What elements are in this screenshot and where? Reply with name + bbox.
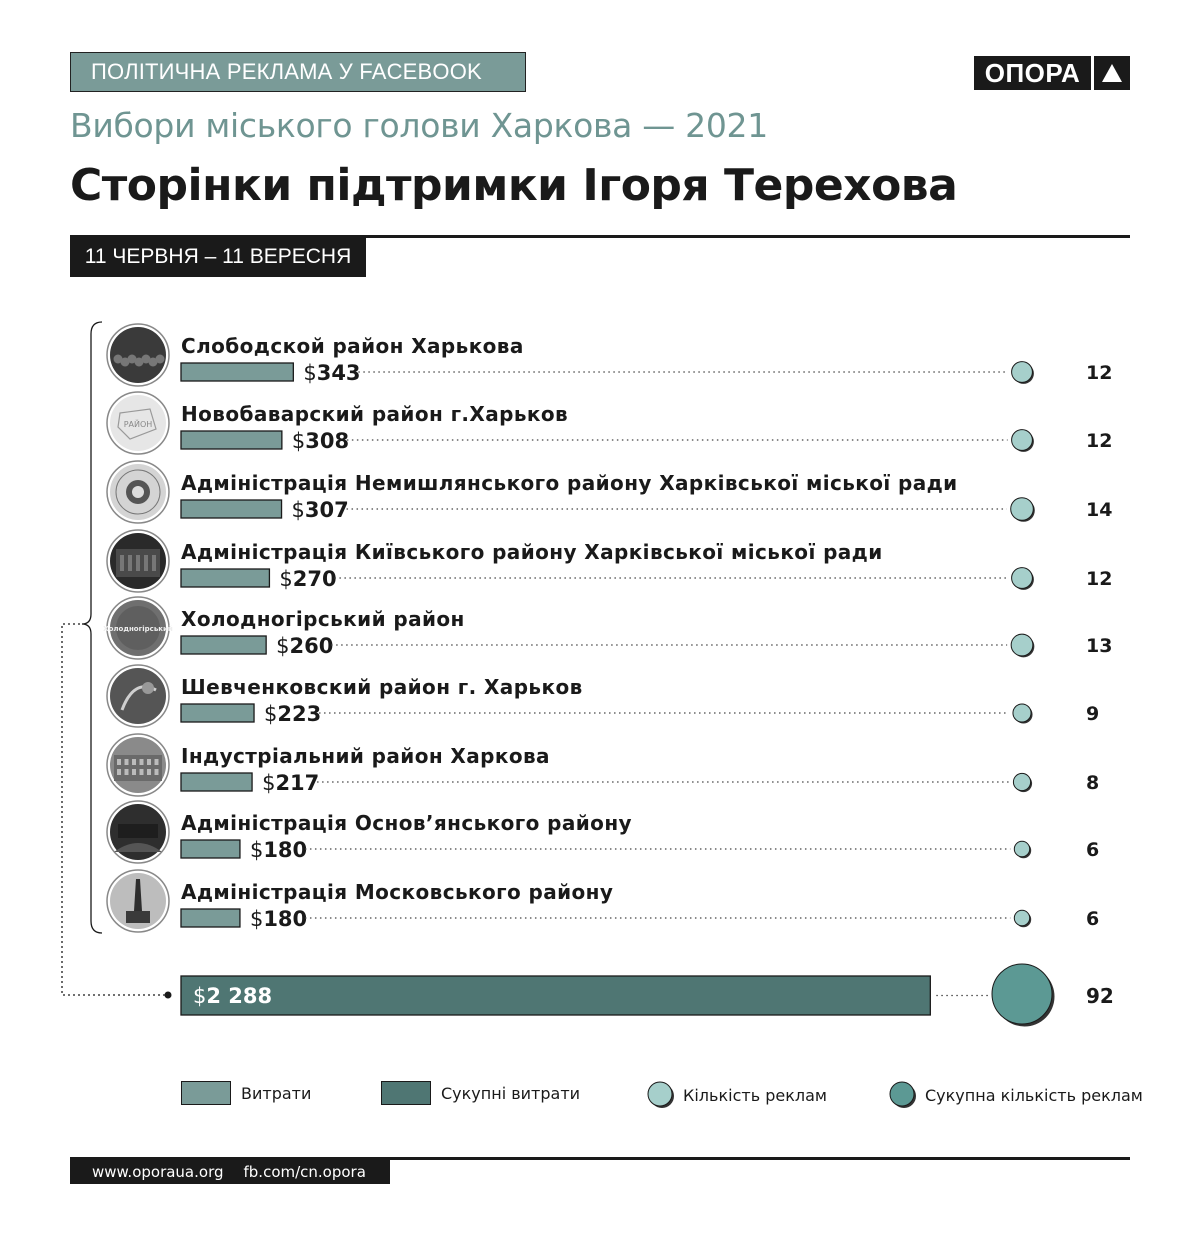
avatar-window <box>140 769 144 775</box>
spend-value-label: $260 <box>276 634 334 658</box>
legend-ads-label: Кількість реклам <box>683 1085 827 1105</box>
ads-bubble <box>1012 568 1033 589</box>
ads-bubble <box>1013 704 1031 722</box>
page-avatar-6 <box>107 665 169 727</box>
ads-count-label: 6 <box>1086 839 1100 861</box>
legend-total-spend-swatch <box>381 1081 431 1105</box>
legend-ads-bubble-icon <box>645 1079 677 1111</box>
row-label: Індустріальний район Харкова <box>181 744 550 768</box>
avatar-column <box>136 555 140 571</box>
ads-count-label: 6 <box>1086 908 1100 930</box>
legend-total-ads-label: Сукупна кількість реклам <box>925 1085 1143 1105</box>
avatar-window <box>132 769 136 775</box>
chart-row-5 <box>103 597 1112 659</box>
total-connector-dot <box>165 992 172 999</box>
ads-bubble <box>1013 773 1030 790</box>
legend-total-spend-label: Сукупні витрати <box>441 1083 581 1103</box>
spend-value-label: $343 <box>303 361 361 385</box>
spend-value-label: $180 <box>249 838 308 862</box>
legend-total-ads <box>887 1079 1143 1111</box>
chart-row-1 <box>107 324 1112 386</box>
ads-bubble <box>1012 362 1033 383</box>
ads-count-label: 8 <box>1086 772 1100 794</box>
footer <box>70 1160 390 1184</box>
avatar-label: Холодногірський <box>103 625 173 633</box>
spend-bar <box>181 840 240 858</box>
page-avatar-1 <box>107 324 169 386</box>
triangle-icon <box>1094 56 1130 90</box>
avatar-window <box>117 769 121 775</box>
avatar-seal-center <box>132 486 144 498</box>
page-avatar-4 <box>107 530 169 592</box>
spend-value-label: $180 <box>249 907 308 931</box>
spend-bar <box>181 431 282 449</box>
spend-bar <box>181 569 269 587</box>
avatar-figure <box>156 355 165 364</box>
chart-row-6 <box>107 665 1099 727</box>
footer-fb-link[interactable]: fb.com/cn.opora <box>243 1163 366 1181</box>
avatar-column <box>144 555 148 571</box>
opora-logo <box>974 56 1130 90</box>
avatar-label: РАЙОН <box>123 420 153 429</box>
avatar-window <box>125 769 129 775</box>
ads-count-label: 13 <box>1086 635 1113 657</box>
spend-value-label: $270 <box>279 567 337 591</box>
total-ads-label: 92 <box>1086 984 1114 1008</box>
ads-bubble <box>1012 430 1033 451</box>
avatar-fill <box>110 668 166 724</box>
spend-bar <box>181 363 293 381</box>
avatar-window <box>132 759 136 765</box>
page-avatar-7 <box>107 734 169 796</box>
total-ads-bubble <box>992 964 1052 1024</box>
row-label: Холодногірський район <box>181 607 465 631</box>
avatar-emblem-dot <box>142 682 154 694</box>
total-spend-label: $2 288 <box>193 984 273 1008</box>
avatar-window <box>140 759 144 765</box>
avatar-window <box>125 759 129 765</box>
row-label: Адміністрація Московського району <box>181 880 614 904</box>
chart-row-4 <box>107 530 1112 592</box>
avatar-window <box>155 769 159 775</box>
row-label: Шевченковский район г. Харьков <box>181 675 583 699</box>
avatar-pedestal <box>126 911 150 923</box>
spend-bar <box>181 636 266 654</box>
page-avatar-5 <box>103 597 173 659</box>
page-avatar-2 <box>107 392 169 454</box>
row-label: Адміністрація Київського району Харківської міської ради <box>181 540 883 564</box>
legend-total-spend <box>381 1081 580 1105</box>
avatar-window <box>147 769 151 775</box>
ads-count-label: 12 <box>1086 362 1113 384</box>
ads-bubble <box>1014 841 1029 856</box>
spend-value-label: $307 <box>291 498 349 522</box>
legend-spend-label: Витрати <box>241 1083 312 1103</box>
subtitle: Вибори міського голови Харкова — 2021 <box>70 106 768 145</box>
group-bracket <box>82 322 102 933</box>
ads-count-label: 14 <box>1086 499 1113 521</box>
spend-bar <box>181 704 254 722</box>
row-label: Слободской район Харькова <box>181 334 524 358</box>
legend-spend-swatch <box>181 1081 231 1105</box>
avatar-column <box>152 555 156 571</box>
footer-site-link[interactable]: www.oporaua.org <box>92 1163 224 1181</box>
legend-total-ads-bubble-icon <box>887 1079 919 1111</box>
row-label: Новобаварский район г.Харьков <box>181 402 569 426</box>
avatar-column <box>120 555 124 571</box>
page-title: Сторінки підтримки Ігоря Терехова <box>70 160 958 211</box>
chart-row-3 <box>107 461 1112 523</box>
section-tag: ПОЛІТИЧНА РЕКЛАМА У FACEBOOK <box>70 52 526 92</box>
ads-bubble <box>1011 634 1033 656</box>
ads-bubble <box>1011 498 1034 521</box>
total-row <box>181 964 1114 1027</box>
legend-ads <box>645 1079 827 1111</box>
spend-chart <box>0 300 1200 1040</box>
row-label: Адміністрація Основ’янського району <box>181 811 632 835</box>
avatar-window <box>147 759 151 765</box>
chart-row-2 <box>107 392 1112 454</box>
chart-row-7 <box>107 734 1099 796</box>
spend-bar <box>181 909 240 927</box>
chart-row-8 <box>107 801 1099 863</box>
ads-bubble <box>1014 910 1029 925</box>
logo-text: ОПОРА <box>984 58 1081 88</box>
chart-row-9 <box>107 870 1099 932</box>
row-label: Адміністрація Немишлянського району Харківської міської ради <box>181 471 958 495</box>
spend-bar <box>181 773 252 791</box>
page-avatar-8 <box>107 801 169 863</box>
avatar-banner <box>118 824 158 838</box>
spend-bar <box>181 500 282 518</box>
avatar-column <box>128 555 132 571</box>
page-avatar-9 <box>107 870 169 932</box>
avatar-building <box>114 755 162 781</box>
ads-count-label: 12 <box>1086 568 1113 590</box>
spend-value-label: $223 <box>264 702 322 726</box>
legend-spend <box>181 1081 311 1105</box>
spend-value-label: $217 <box>262 771 320 795</box>
total-spend-bar <box>181 976 930 1015</box>
spend-value-label: $308 <box>291 429 350 453</box>
ads-count-label: 12 <box>1086 430 1113 452</box>
avatar-window <box>117 759 121 765</box>
avatar-window <box>155 759 159 765</box>
page-avatar-3 <box>107 461 169 523</box>
date-range-badge: 11 ЧЕРВНЯ – 11 ВЕРЕСНЯ <box>70 237 366 277</box>
ads-count-label: 9 <box>1086 703 1100 725</box>
